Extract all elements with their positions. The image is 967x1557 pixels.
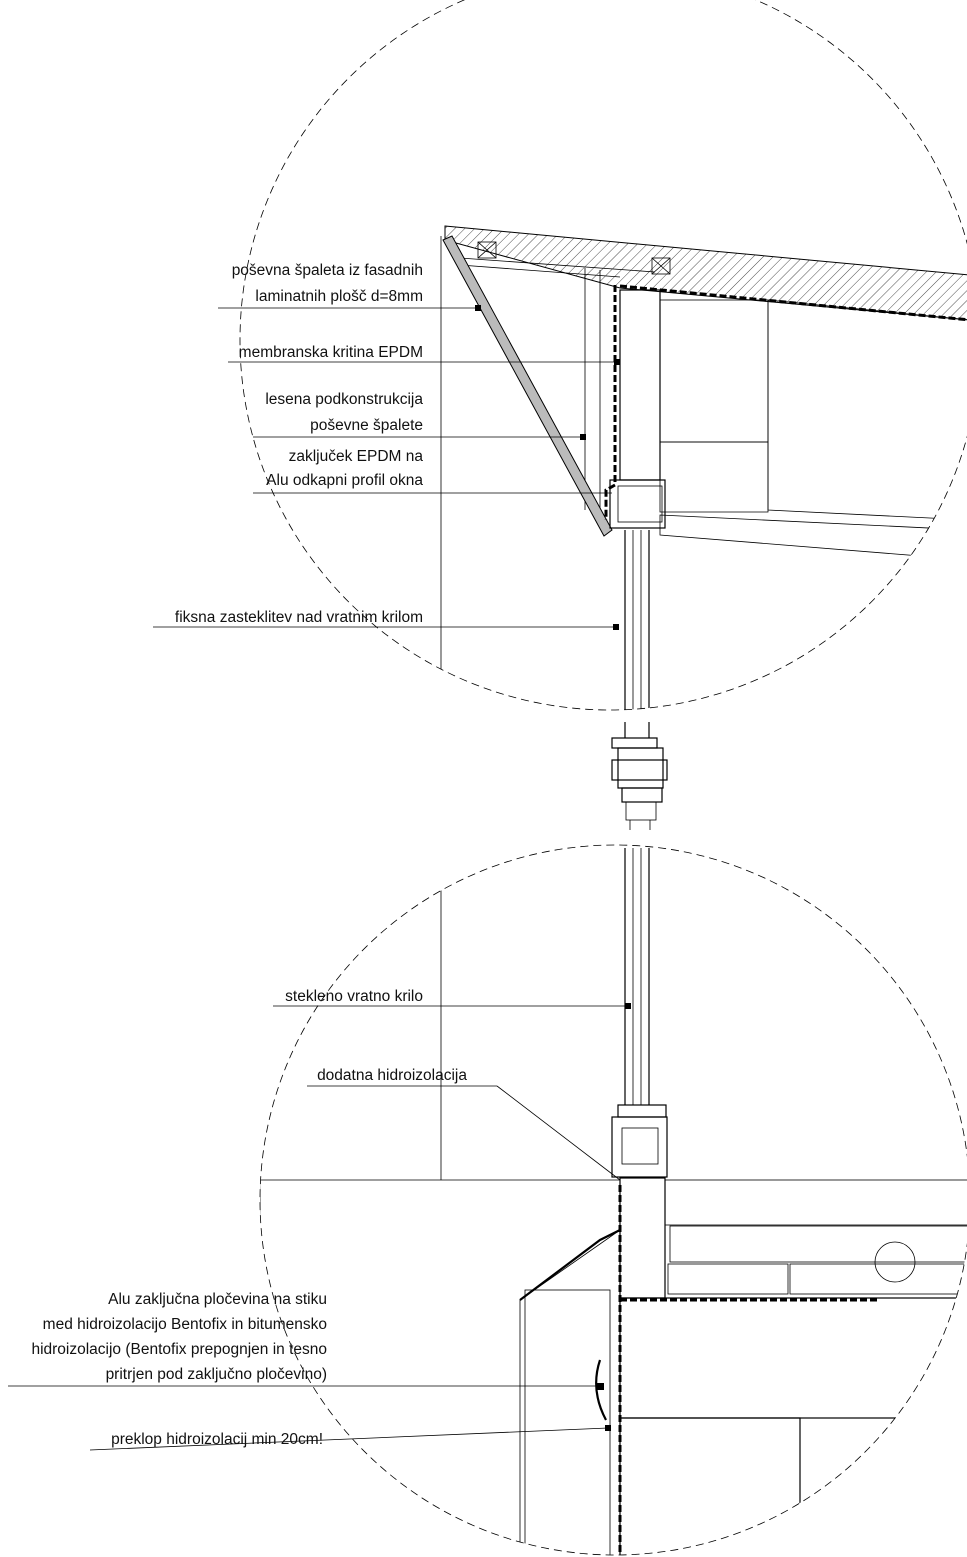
- label-flashing-line3: hidroizolacijo (Bentofix prepognjen in tesno: [31, 1341, 327, 1358]
- label-flashing-line2: med hidroizolacijo Bentofix in bitumensko: [42, 1316, 327, 1333]
- label-reveal-line2: laminatnih plošč d=8mm: [255, 288, 423, 305]
- bottom-detail-circle: [260, 845, 967, 1555]
- label-additional-waterproofing: dodatna hidroizolacija: [317, 1067, 467, 1084]
- label-flashing-line4: pritrjen pod zaključno pločevino): [105, 1366, 327, 1383]
- label-door-leaf: stekleno vratno krilo: [285, 988, 423, 1005]
- label-substructure-line1: lesena podkonstrukcija: [265, 391, 423, 408]
- label-epdm-end-line2: Alu odkapni profil okna: [266, 472, 423, 489]
- label-reveal-line1: poševna špaleta iz fasadnih: [231, 262, 423, 279]
- window-profile: [612, 722, 667, 830]
- label-flashing-line1: Alu zaključna pločevina na stiku: [108, 1291, 327, 1308]
- label-overlap: preklop hidroizolacij min 20cm!: [111, 1431, 323, 1448]
- label-substructure-line2: poševne špalete: [310, 417, 423, 434]
- top-detail: [441, 226, 967, 720]
- label-fixed-glazing: fiksna zasteklitev nad vratnim krilom: [174, 609, 423, 626]
- bottom-detail: [260, 848, 967, 1557]
- label-epdm-end-line1: zaključek EPDM na: [288, 448, 423, 465]
- label-epdm: membranska kritina EPDM: [238, 344, 423, 361]
